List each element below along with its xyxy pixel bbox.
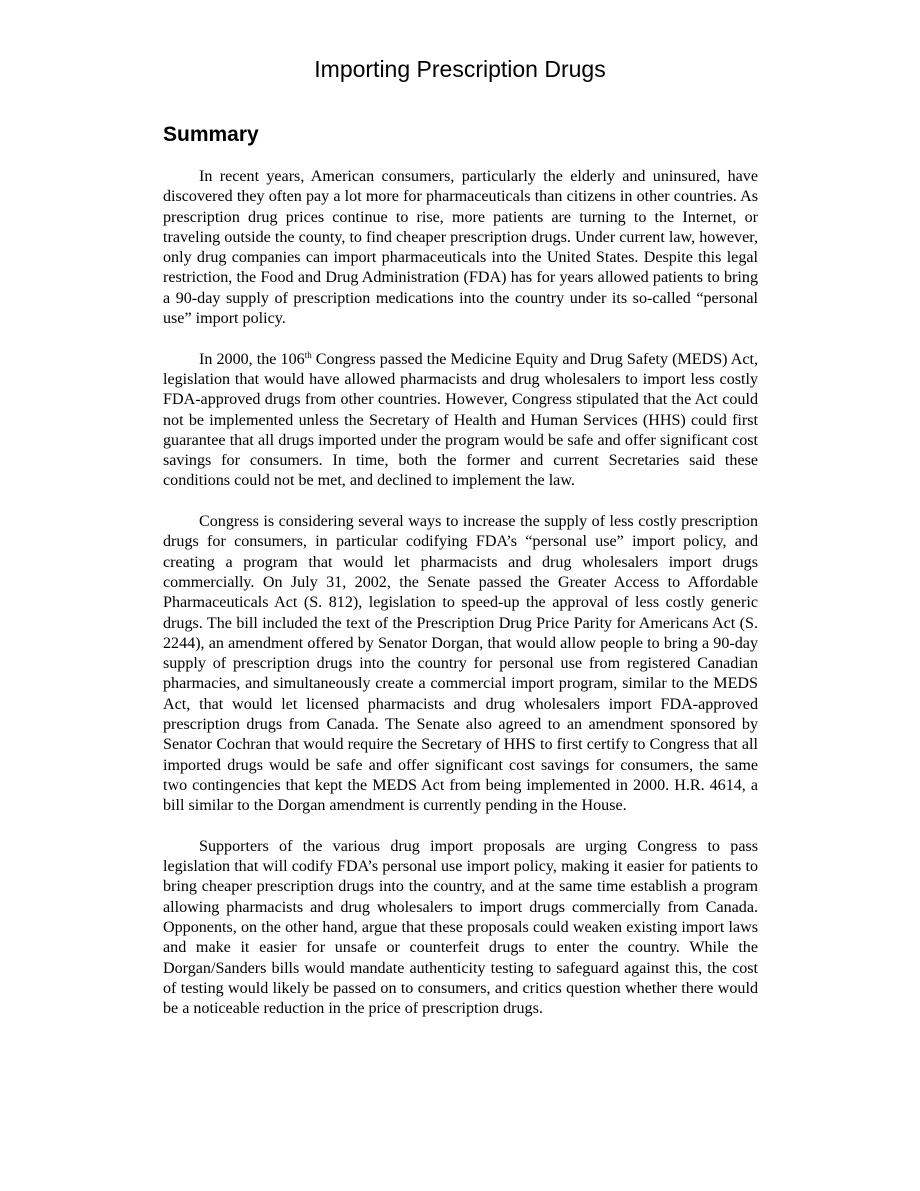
ordinal-suffix: th [304, 349, 312, 360]
paragraph-4: Supporters of the various drug import proposals are urging Congress to pass legislation that will codify FDA’s personal use import policy, making it easier for patients to bring cheaper prescription drugs into the country, and at the same time establish a program allowing pharmacists and drug wholesalers to import drugs commercially from Canada. Opponents, on the other hand, argue that these proposals could weaken existing import laws and make it easier for unsafe or counterfeit drugs to enter the country. While the Dorgan/Sanders bills would mandate authenticity testing to safeguard against this, the cost of testing would likely be passed on to consumers, and critics question whether there would be a noticeable reduction in the price of prescription drugs. [163, 837, 758, 1018]
paragraph-1: In recent years, American consumers, particularly the elderly and uninsured, have discovered they often pay a lot more for pharmaceuticals than citizens in other countries. As prescription drug prices continue to rise, more patients are turning to the Internet, or traveling outside the county, to find cheaper prescription drugs. Under current law, however, only drug companies can import pharmaceuticals into the United States. Despite this legal restriction, the Food and Drug Administration (FDA) has for years allowed patients to bring a 90-day supply of prescription medications into the country under its so-called “personal use” import policy. [163, 168, 758, 328]
document-title: Importing Prescription Drugs [314, 56, 606, 82]
paragraph-2 [163, 350, 758, 492]
paragraph-3: Congress is considering several ways to increase the supply of less costly prescription drugs for consumers, in particular codifying FDA’s “personal use” import policy, and creating a program that would let pharmacists and drug wholesalers import drugs commercially. On July 31, 2002, the Senate passed the Greater Access to Affordable Pharmaceuticals Act (S. 812), legislation to speed-up the approval of less costly generic drugs. The bill included the text of the Prescription Drug Price Parity for Americans Act (S. 2244), an amendment offered by Senator Dorgan, that would allow people to bring a 90-day supply of prescription drugs into the country for personal use from registered Canadian pharmacies, and simultaneously create a commercial import program, similar to the MEDS Act, that would let licensed pharmacists and drug wholesalers import FDA-approved prescription drugs from Canada. The Senate also agreed to an amendment sponsored by Senator Cochran that would require the Secretary of HHS to first certify to Congress that all imported drugs would be safe and offer significant cost savings for consumers, the same two contingencies that kept the MEDS Act from being implemented in 2000. H.R. 4614, a bill similar to the Dorgan amendment is currently pending in the House. [163, 513, 758, 815]
section-heading-summary: Summary [163, 123, 259, 146]
paragraph-2-start: In 2000, the 106 [199, 350, 305, 368]
paragraph-2-rest: Congress passed the Medicine Equity and Drug Safety (MEDS) Act, legislation that would have allowed pharmacists and drug wholesalers to import less costly FDA-approved drugs from other countries. However, Congress stipulated that the Act could not be implemented unless the Secretary of Health and Human Services (HHS) could first guarantee that all drugs imported under the program would be safe and offer significant cost savings for consumers. In time, both the former and current Secretaries said these conditions could not be met, and declined to implement the law. [163, 350, 758, 490]
summary-body [163, 167, 758, 1040]
